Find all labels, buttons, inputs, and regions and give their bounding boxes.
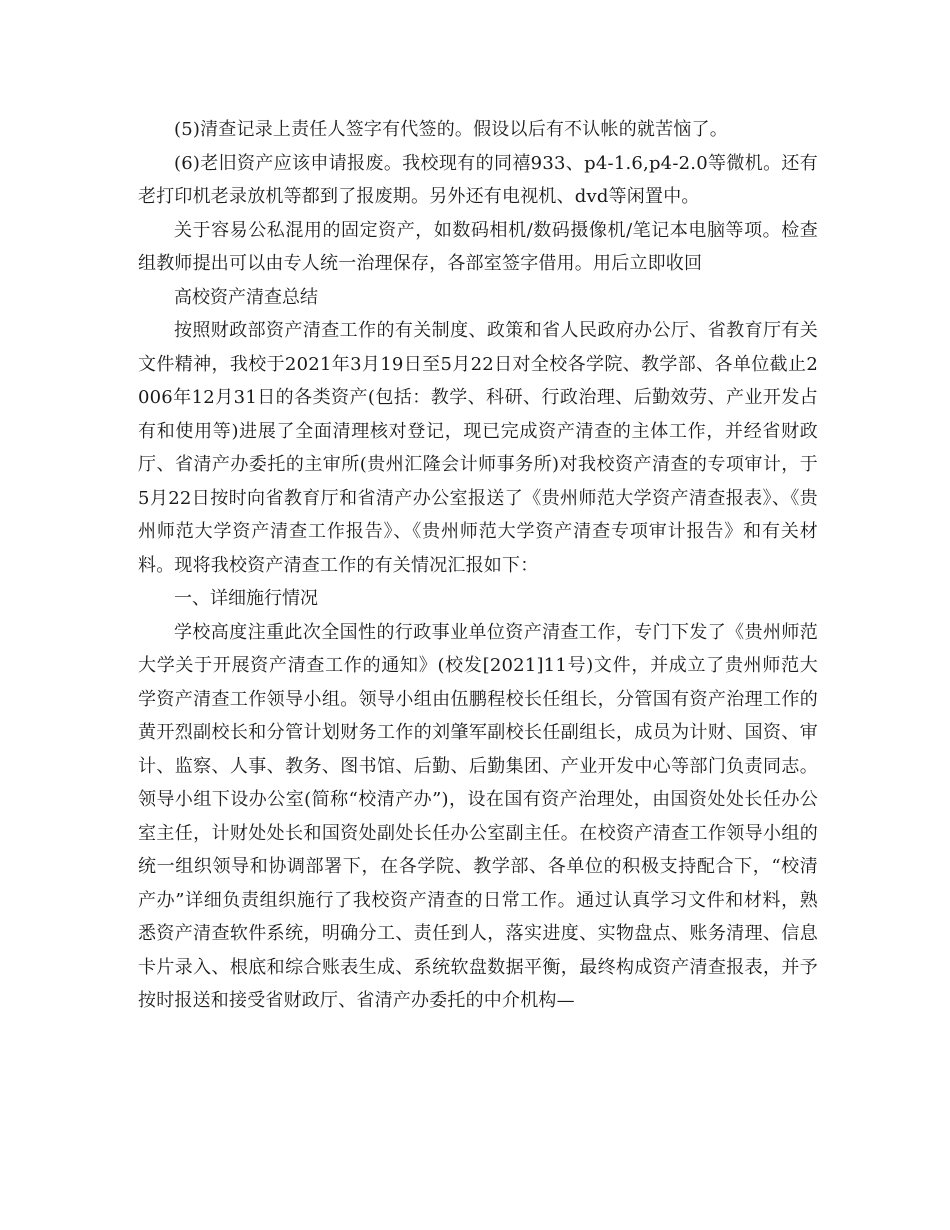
paragraph-item-6: (6)老旧资产应该申请报废。我校现有的同禧933、p4-1.6,p4-2.0等微机。还有老打印机老录放机等都到了报废期。另外还有电视机、dvd等闲置中。 xyxy=(138,152,818,207)
section-heading-implementation: 一、详细施行情况 xyxy=(174,588,318,609)
section-title: 高校资产清查总结 xyxy=(174,286,318,308)
paragraph-portable-assets: 关于容易公私混用的固定资产，如数码相机/数码摄像机/笔记本电脑等项。检查组教师提出可以由专人统一治理保存，各部室签字借用。用后立即收回 xyxy=(138,219,818,274)
paragraph-overview: 按照财政部资产清查工作的有关制度、政策和省人民政府办公厅、省教育厅有关文件精神，我校于2021年3月19日至5月22日对全校各学院、教学部、各单位截止2006年12月31日的各类资产(包括：教学、科研、行政治理、后勤效劳、产业开发占有和使用等)进展了全面清理核对登记，现已完成资产清查的主体工作，并经省财政厅、省清产办委托的主审所(贵州汇隆会计师事务所)对我校资产清查的专项审计，于5月22日按时向省教育厅和省清产办公室报送了《贵州师范大学资产清查报表》、《贵州师范大学资产清查工作报告》、《贵州师范大学资产清查专项审计报告》和有关材料。现将我校资产清查工作的有关情况汇报如下： xyxy=(138,320,818,576)
paragraph-implementation: 学校高度注重此次全国性的行政事业单位资产清查工作，专门下发了《贵州师范大学关于开展资产清查工作的通知》(校发[2021]11号)文件，并成立了贵州师范大学资产清查工作领导小组。领导小组由伍鹏程校长任组长，分管国有资产治理工作的黄开烈副校长和分管计划财务工作的刘肇军副校长任副组长，成员为计财、国资、审计、监察、人事、教务、图书馆、后勤、后勤集团、产业开发中心等部门负责同志。领导小组下设办公室(简称“校清产办”)，设在国有资产治理处，由国资处处长任办公室主任，计财处处长和国资处副处长任办公室副主任。在校资产清查工作领导小组的统一组织领导和协调部署下，在各学院、教学部、各单位的积极支持配合下，“校清产办”详细负责组织施行了我校资产清查的日常工作。通过认真学习文件和材料，熟悉资产清查软件系统，明确分工、责任到人，落实进度、实物盘点、账务清理、信息卡片录入、根底和综合账表生成、系统软盘数据平衡，最终构成资产清查报表，并予按时报送和接受省财政厅、省清产办委托的中介机构— xyxy=(138,621,818,1011)
paragraph-item-5: (5)清查记录上责任人签字有代签的。假设以后有不认帐的就苦恼了。 xyxy=(174,119,728,140)
document-body xyxy=(138,113,818,1018)
